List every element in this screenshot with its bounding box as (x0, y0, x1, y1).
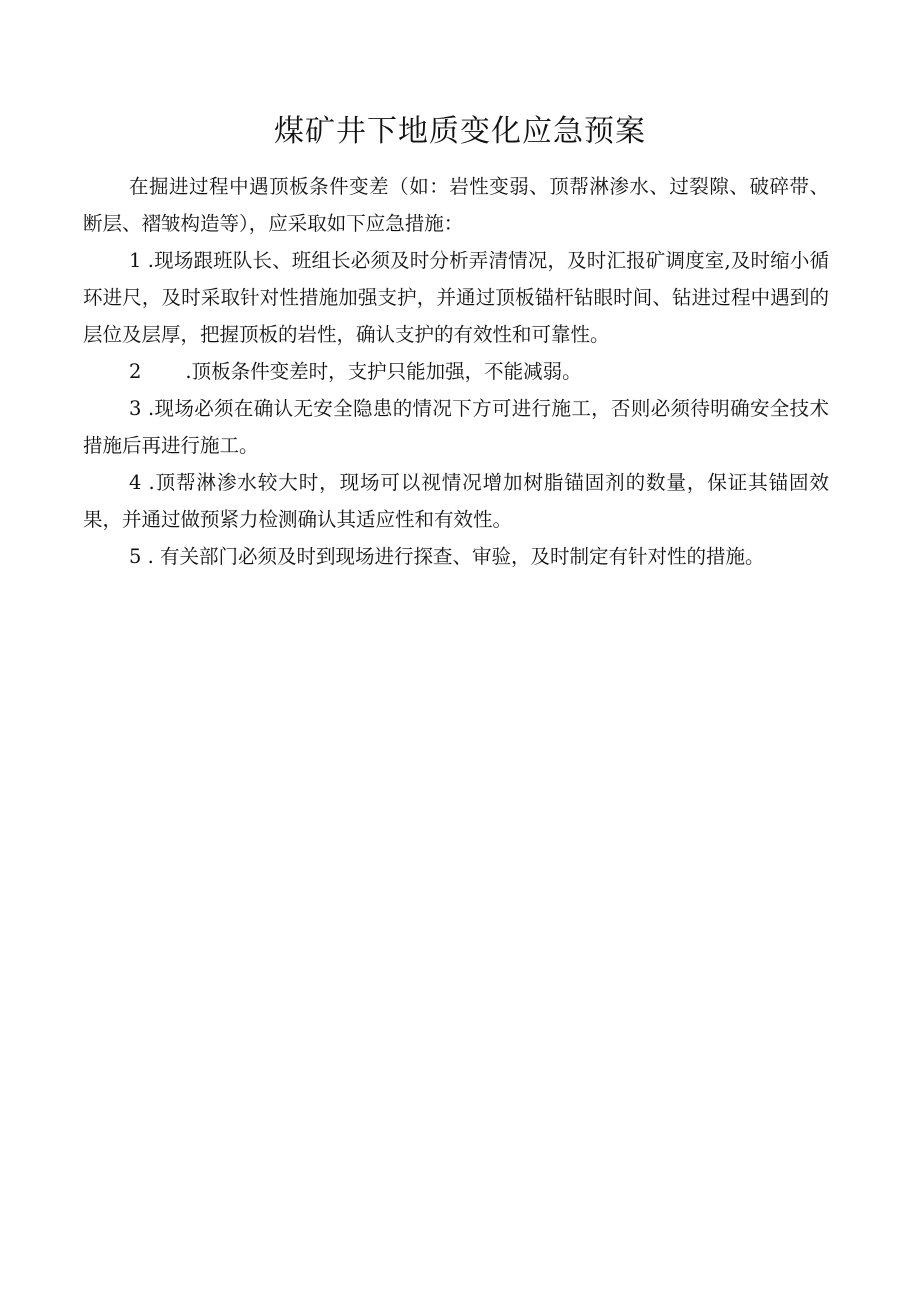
measure-text: .顶帮淋渗水较大时，现场可以视情况增加树脂锚固剂的数量，保证其锚固效果，并通过做预紧力检测确认其适应性和有效性。 (83, 471, 829, 531)
measure-item-2 (83, 353, 829, 390)
measure-number: 5 (129, 545, 142, 568)
measure-item-3 (83, 390, 829, 464)
intro-paragraph: 在掘进过程中遇顶板条件变差（如：岩性变弱、顶帮淋渗水、过裂隙、破碎带、断层、褶皱构造等），应采取如下应急措施： (83, 175, 829, 235)
document-title: 煤矿井下地质变化应急预案 (274, 114, 646, 149)
measure-text: . 有关部门必须及时到现场进行探查、审验，及时制定有针对性的措施。 (141, 545, 765, 568)
measure-item-4 (83, 464, 829, 538)
measure-item-1 (83, 242, 829, 353)
measure-number: 4 (129, 471, 142, 494)
measure-text: .现场跟班队长、班组长必须及时分析弄清情况，及时汇报矿调度室,及时缩小循环进尺，及时采取针对性措施加强支护，并通过顶板锚杆钻眼时间、钻进过程中遇到的层位及层厚，把握顶板的岩性，确认支护的有效性和可靠性。 (83, 249, 829, 346)
measure-item-5 (83, 538, 829, 575)
measure-number: 1 (129, 249, 142, 272)
measure-text: .现场必须在确认无安全隐患的情况下方可进行施工，否则必须待明确安全技术措施后再进行施工。 (83, 397, 829, 457)
measure-text: .顶板条件变差时，支护只能加强，不能减弱。 (185, 360, 582, 383)
measure-number: 2 (129, 360, 142, 383)
document-body (83, 168, 829, 575)
measure-number: 3 (129, 397, 142, 420)
